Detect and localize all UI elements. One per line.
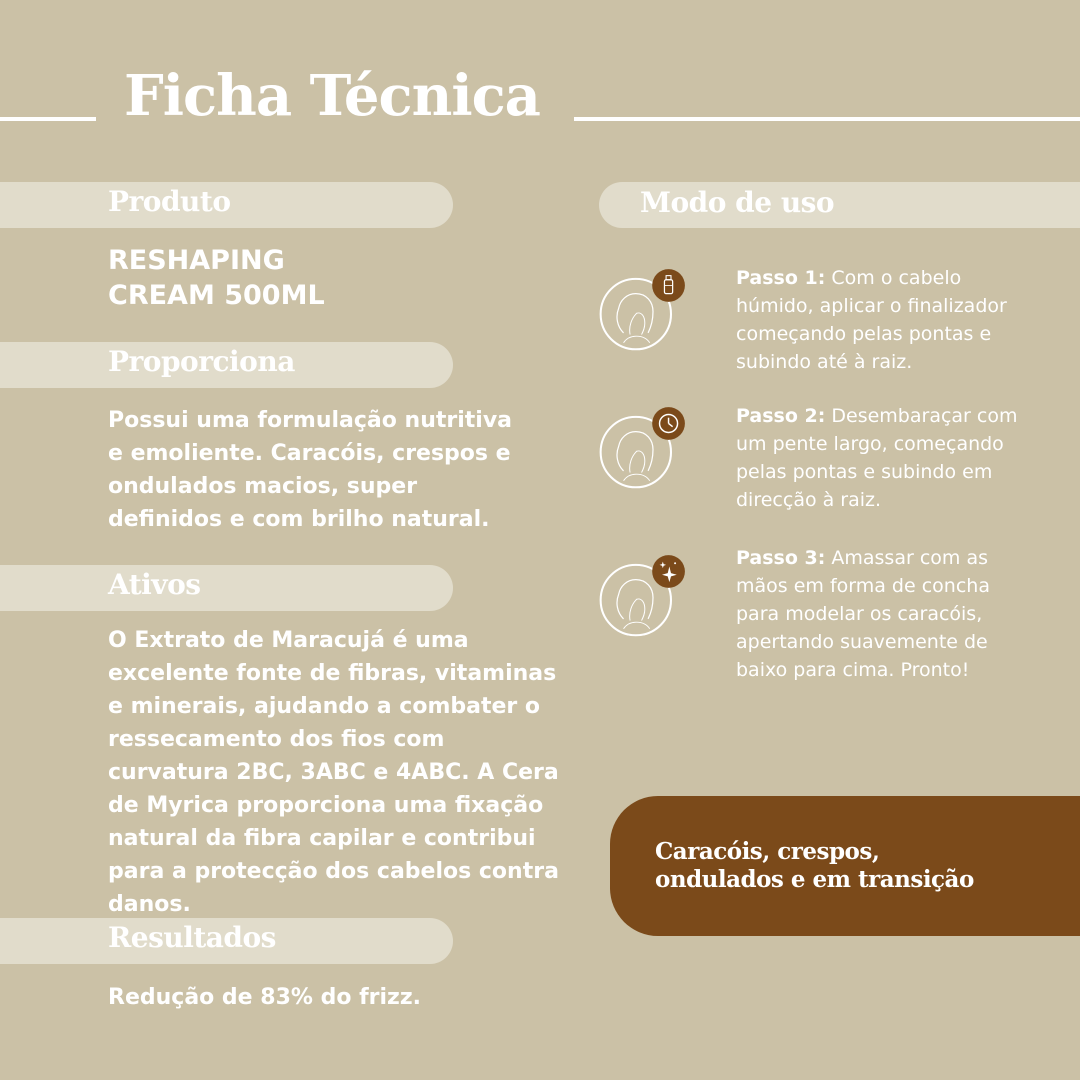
proporciona-text: Possui uma formulação nutritiva e emoliente. Caracóis, crespos e ondulados macios, super definidos e com brilho natural. [108, 408, 513, 532]
step-1-woman-icon [599, 265, 689, 355]
modo-de-uso-heading: Modo de uso [640, 186, 835, 219]
ativos-text: O Extrato de Maracujá é uma excelente fonte de fibras, vitaminas e minerais, ajudando a combater o ressecamento dos fios com curvatura 2BC, 3ABC e 4ABC. A Cera de Myrica proporciona uma fixação natural da fibra capilar e contribui para a protecção dos cabelos contra danos. [108, 628, 559, 917]
clock-icon [652, 407, 685, 440]
resultados-heading: Resultados [108, 921, 276, 954]
bottle-icon [652, 269, 685, 302]
step-3-text [736, 544, 1036, 684]
resultados-text: Redução de 83% do frizz. [108, 985, 422, 1010]
step-3-label: Passo 3: [736, 547, 826, 569]
step-2-description: Desembaraçar com um pente largo, começando pelas pontas e subindo em direcção à raiz. [736, 405, 1018, 511]
step-1-description: Com o cabelo húmido, aplicar o finalizador começando pelas pontas e subindo até à raiz. [736, 267, 1007, 373]
ativos-heading: Ativos [108, 568, 201, 601]
step-1-label: Passo 1: [736, 267, 826, 289]
banner-line-2: ondulados e em transição [655, 866, 974, 893]
step-3-description: Amassar com as mãos em forma de concha para modelar os caracóis, apertando suavemente de baixo para cima. Pronto! [736, 547, 990, 681]
step-2-label: Passo 2: [736, 405, 826, 427]
sparkle-icon [652, 555, 685, 588]
banner-line-1: Caracóis, crespos, [655, 838, 880, 865]
step-2-woman-icon [599, 403, 689, 493]
page-title: Ficha Técnica [124, 63, 540, 129]
product-name-line1: RESHAPING [108, 245, 285, 276]
produto-heading: Produto [108, 185, 231, 218]
product-name [108, 243, 325, 313]
step-1-text [736, 264, 1036, 376]
title-rule-left [0, 117, 96, 121]
proporciona-heading: Proporciona [108, 345, 295, 378]
ativos-heading-bar [0, 565, 453, 611]
title-rule-right [574, 117, 1080, 121]
step-3-woman-icon [599, 551, 689, 641]
product-name-line2: CREAM 500ML [108, 280, 325, 311]
hair-types-banner-text [655, 838, 1075, 894]
step-2-text [736, 402, 1036, 514]
